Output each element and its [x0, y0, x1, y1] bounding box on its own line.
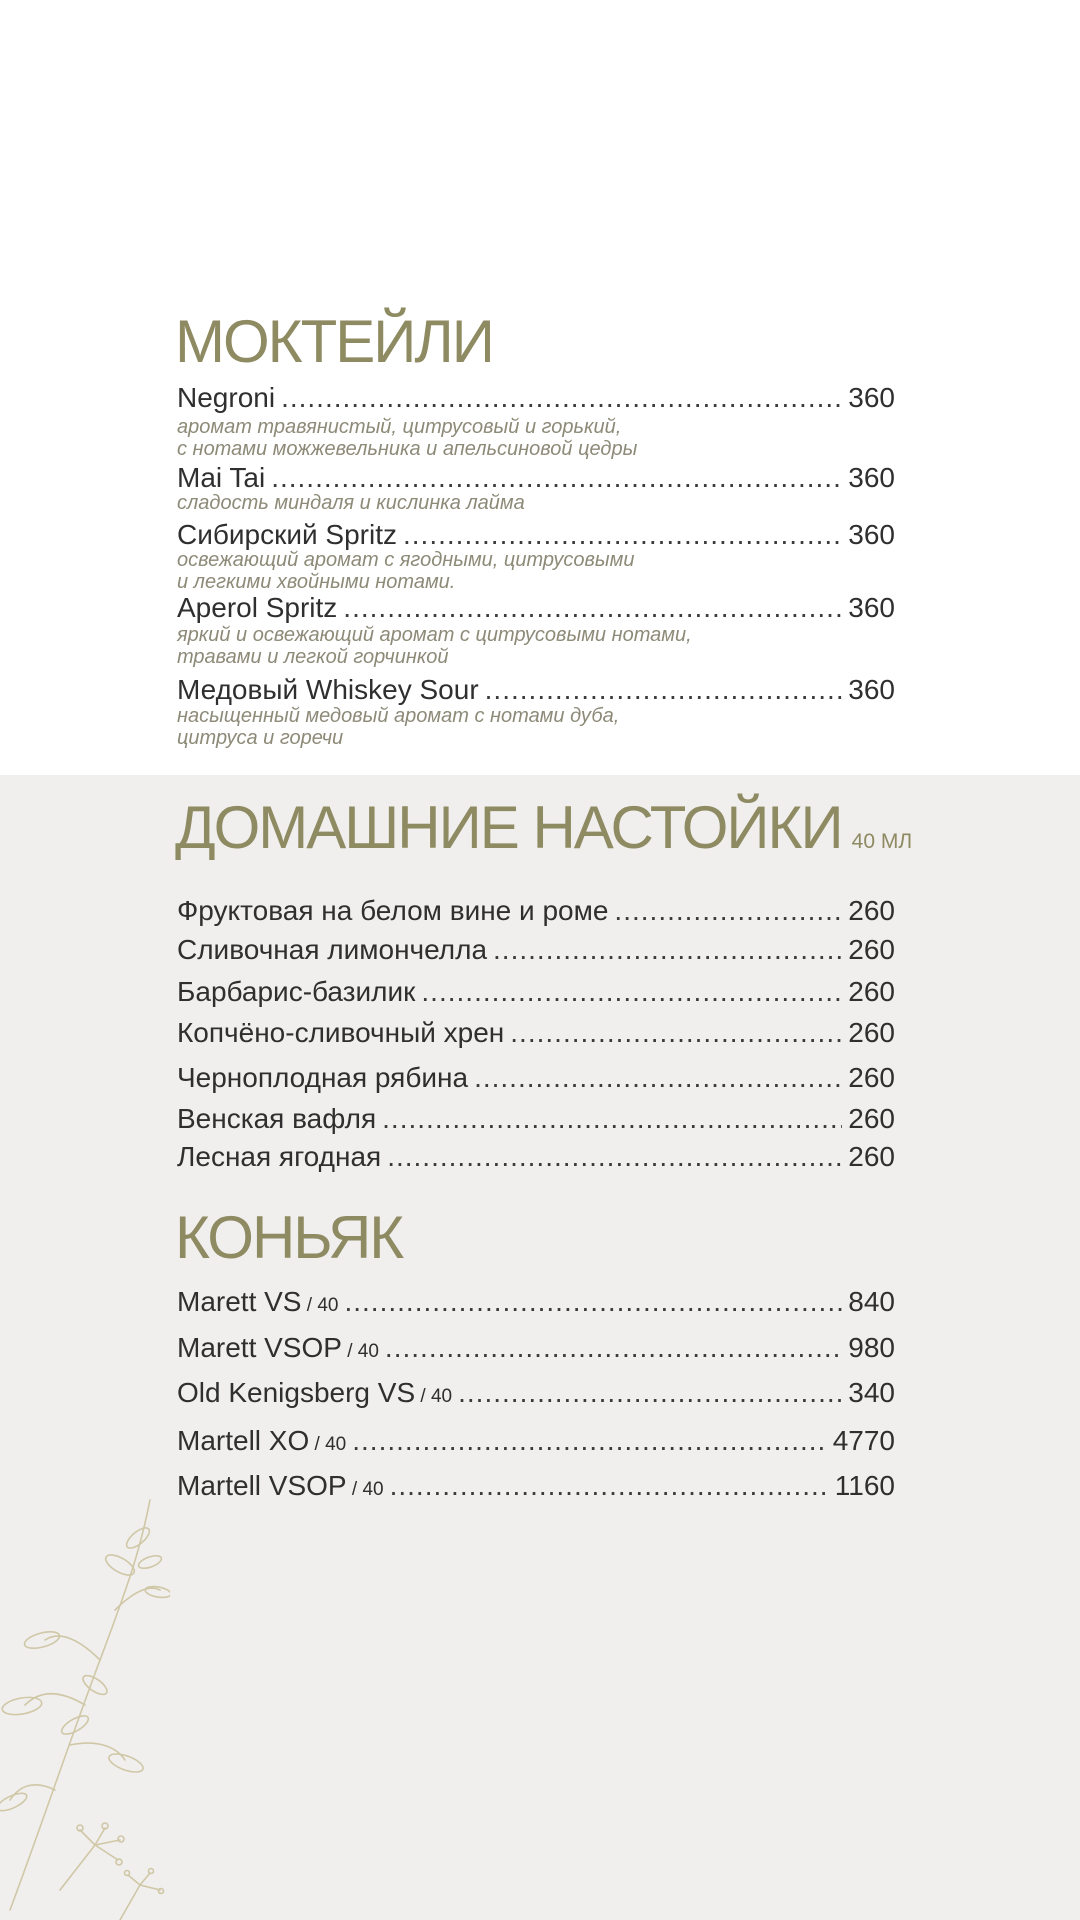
dot-leader	[403, 518, 842, 552]
dot-leader	[421, 975, 842, 1009]
dot-leader	[387, 1140, 842, 1174]
dot-leader	[385, 1331, 842, 1365]
item-name	[177, 1469, 384, 1507]
dot-leader	[281, 381, 842, 415]
menu-item-tincture	[177, 1061, 895, 1095]
menu-item-honey-whiskey-sour	[177, 673, 895, 707]
menu-item-tincture	[177, 894, 895, 928]
menu-item-aperol-spritz	[177, 591, 895, 625]
menu-item-mai-tai	[177, 461, 895, 495]
menu-item-cognac	[177, 1424, 895, 1458]
menu-item-tincture	[177, 933, 895, 967]
menu-item-cognac	[177, 1376, 895, 1410]
item-name-text: Marett VS	[177, 1286, 302, 1317]
dot-leader	[344, 1285, 842, 1319]
item-name: Mai Tai	[177, 462, 266, 493]
menu-item-cognac	[177, 1331, 895, 1365]
item-price: 260	[848, 1141, 895, 1172]
item-abv: / 40	[301, 1295, 339, 1316]
item-price: 1160	[834, 1470, 895, 1501]
item-name: Копчёно-сливочный хрен	[177, 1017, 505, 1048]
item-abv: / 40	[309, 1434, 347, 1455]
item-price: 360	[848, 592, 895, 623]
section-title-text: ДОМАШНИЕ НАСТОЙКИ	[175, 794, 842, 861]
dot-leader	[493, 933, 842, 967]
menu-item-tincture	[177, 1102, 895, 1136]
herb-sprig-icon	[0, 1490, 170, 1920]
menu-item-cognac	[177, 1469, 895, 1503]
item-price: 260	[848, 934, 895, 965]
item-name: Медовый Whiskey Sour	[177, 674, 479, 705]
item-price: 260	[848, 895, 895, 926]
item-price: 360	[848, 519, 895, 550]
menu-item-negroni	[177, 381, 895, 415]
item-name: Черноплодная рябина	[177, 1062, 469, 1093]
section-title-cognac: КОНЬЯК	[175, 1204, 403, 1271]
dot-leader	[390, 1469, 829, 1503]
dot-leader	[474, 1061, 842, 1095]
item-name: Сливочная лимончелла	[177, 934, 488, 965]
dot-leader	[382, 1102, 842, 1136]
item-description: освежающий аромат с ягодными, цитрусовыми и легкими хвойными нотами.	[177, 549, 635, 593]
menu-item-siberian-spritz	[177, 518, 895, 552]
menu-item-tincture	[177, 975, 895, 1009]
dot-leader	[614, 894, 842, 928]
item-name	[177, 1376, 452, 1414]
item-price: 360	[848, 462, 895, 493]
item-price: 360	[848, 382, 895, 413]
section-title-tinctures	[175, 794, 913, 861]
dot-leader	[352, 1424, 826, 1458]
menu-item-cognac	[177, 1285, 895, 1319]
item-name: Венская вафля	[177, 1103, 377, 1134]
dot-leader	[343, 591, 842, 625]
item-name-text: Martell VSOP	[177, 1470, 347, 1501]
item-name-text: Marett VSOP	[177, 1332, 342, 1363]
item-name	[177, 1285, 338, 1323]
menu-item-tincture	[177, 1140, 895, 1174]
item-name	[177, 1424, 346, 1462]
section-title-mocktails: МОКТЕЙЛИ	[175, 308, 493, 375]
item-abv: / 40	[346, 1479, 384, 1500]
item-description: аромат травянистый, цитрусовый и горький, с нотами можжевельника и апельсиновой цедры	[177, 416, 638, 460]
item-price: 260	[848, 1062, 895, 1093]
item-price: 260	[848, 976, 895, 1007]
item-name-text: Old Kenigsberg VS	[177, 1377, 416, 1408]
dot-leader	[510, 1016, 842, 1050]
item-abv: / 40	[415, 1386, 453, 1407]
item-price: 840	[848, 1286, 895, 1317]
item-name-text: Martell XO	[177, 1425, 310, 1456]
item-name	[177, 1331, 379, 1369]
item-name: Лесная ягодная	[177, 1141, 382, 1172]
item-price: 980	[848, 1332, 895, 1363]
item-name: Negroni	[177, 382, 276, 413]
menu-item-tincture	[177, 1016, 895, 1050]
dot-leader	[485, 673, 843, 707]
item-price: 260	[848, 1103, 895, 1134]
dot-leader	[458, 1376, 842, 1410]
item-description: яркий и освежающий аромат с цитрусовыми нотами, травами и легкой горчинкой	[177, 624, 692, 668]
item-name: Сибирский Spritz	[177, 519, 397, 550]
item-name: Фруктовая на белом вине и роме	[177, 895, 609, 926]
item-description: насыщенный медовый аромат с нотами дуба, цитруса и горечи	[177, 705, 620, 749]
item-abv: / 40	[341, 1341, 379, 1362]
dot-leader	[271, 461, 842, 495]
item-name: Aperol Spritz	[177, 592, 338, 623]
item-description: сладость миндаля и кислинка лайма	[177, 492, 525, 514]
volume-unit: 40 МЛ	[851, 830, 913, 853]
item-price: 360	[848, 674, 895, 705]
item-price: 340	[848, 1377, 895, 1408]
item-name: Барбарис-базилик	[177, 976, 416, 1007]
item-price: 4770	[832, 1425, 895, 1456]
item-price: 260	[848, 1017, 895, 1048]
